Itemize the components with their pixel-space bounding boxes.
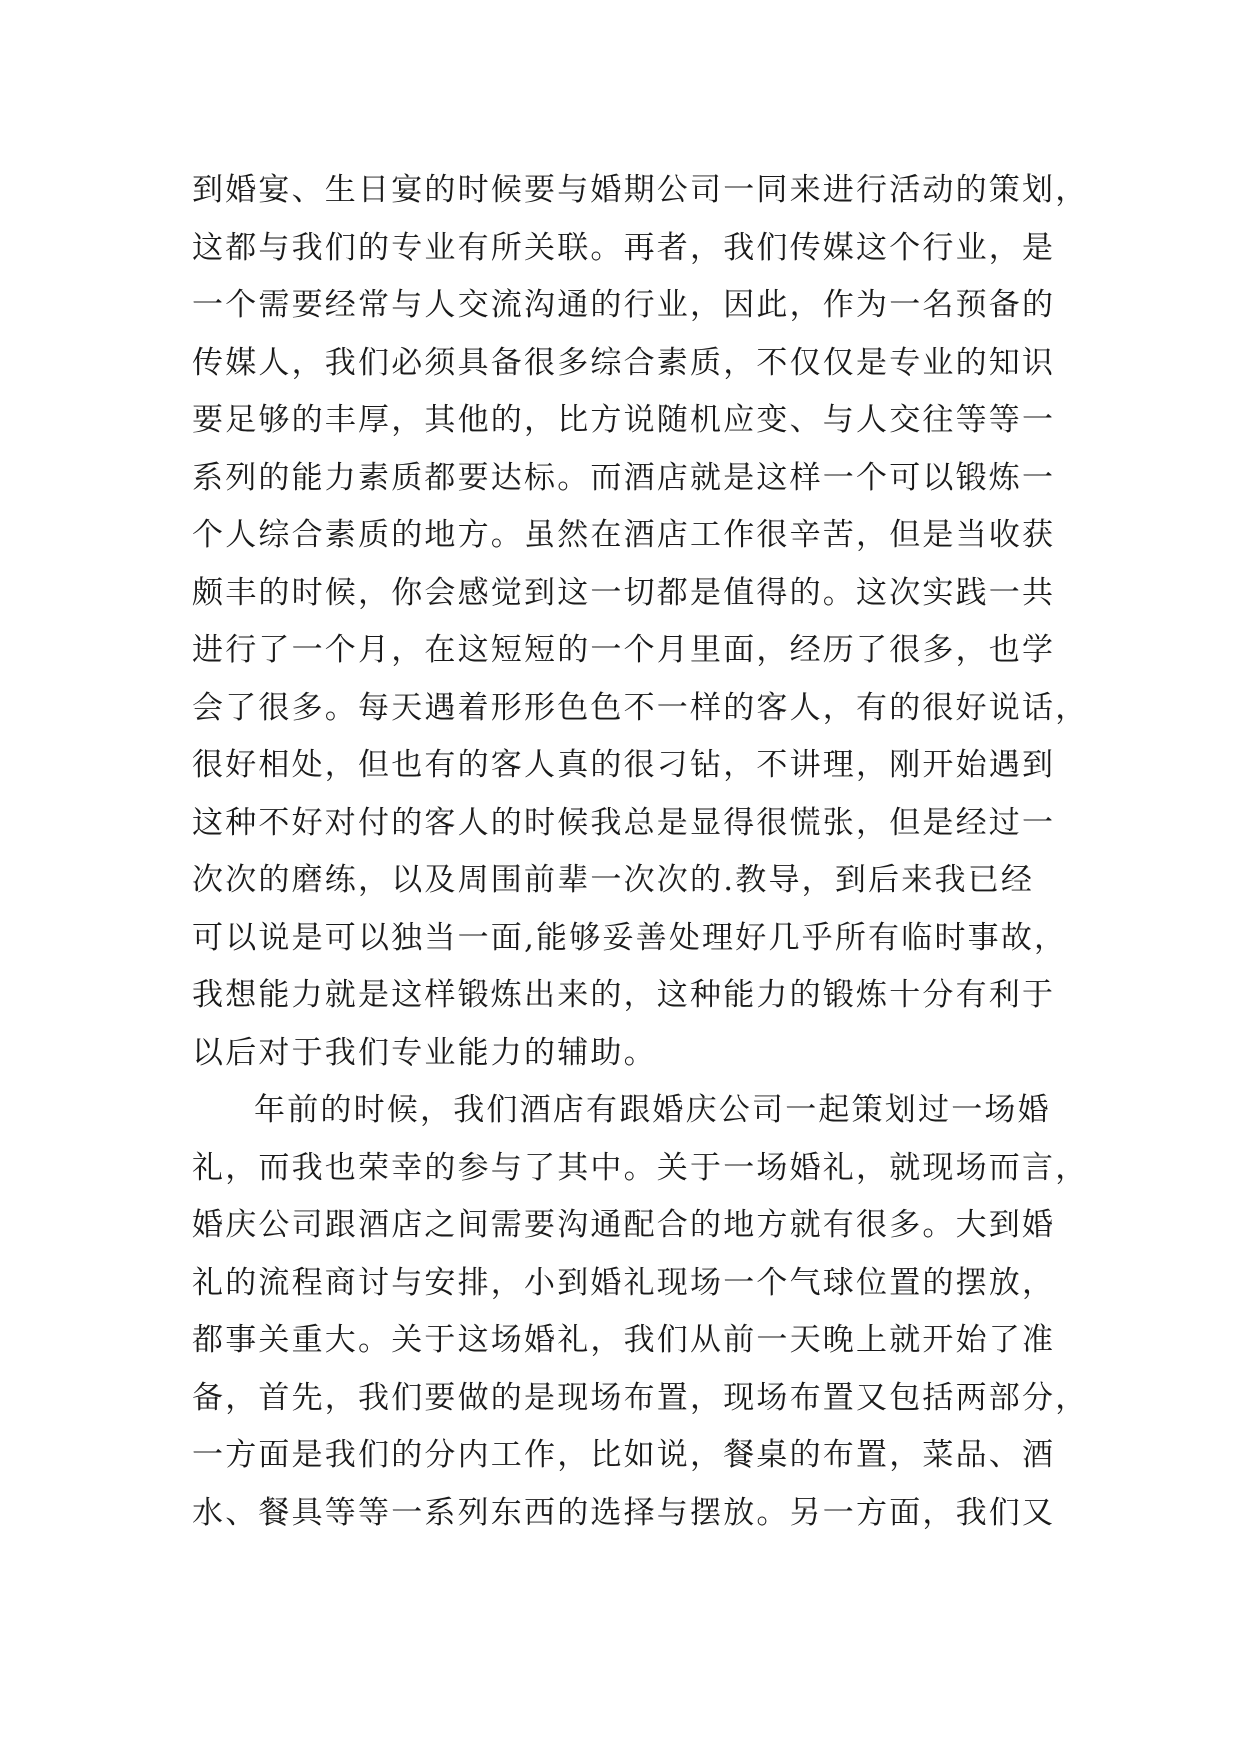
text-line: 这种不好对付的客人的时候我总是显得很慌张，但是经过一 — [192, 804, 1056, 841]
text-line: 会了很多。每天遇着形形色色不一样的客人，有的很好说话， — [192, 689, 1089, 726]
body-text — [192, 162, 1092, 1542]
text-line: 礼，而我也荣幸的参与了其中。关于一场婚礼，就现场而言， — [192, 1149, 1089, 1186]
text-line: 很好相处，但也有的客人真的很刁钻，不讲理，刚开始遇到 — [192, 747, 1056, 783]
text-line: 传媒人，我们必须具备很多综合素质，不仅仅是专业的知识 — [192, 344, 1056, 381]
text-line: 我想能力就是这样锻炼出来的，这种能力的锻炼十分有利于 — [192, 977, 1056, 1013]
text-line: 备，首先，我们要做的是现场布置，现场布置又包括两部分， — [192, 1379, 1089, 1416]
paragraph-start-line: 年前的时候，我们酒店有跟婚庆公司一起策划过一场婚 — [254, 1092, 1051, 1128]
text-line: 要足够的丰厚，其他的，比方说随机应变、与人交往等等一 — [192, 402, 1056, 438]
text-line: 可以说是可以独当一面,能够妥善处理好几乎所有临时事故， — [192, 919, 1068, 956]
text-line: 进行了一个月，在这短短的一个月里面，经历了很多，也学 — [192, 632, 1056, 668]
text-line: 颇丰的时候，你会感觉到这一切都是值得的。这次实践一共 — [192, 574, 1056, 611]
text-line: 以后对于我们专业能力的辅助。 — [192, 1034, 657, 1071]
text-line: 水、餐具等等一系列东西的选择与摆放。另一方面，我们又 — [192, 1494, 1056, 1531]
text-line: 这都与我们的专业有所关联。再者，我们传媒这个行业，是 — [192, 229, 1056, 266]
text-line: 系列的能力素质都要达标。而酒店就是这样一个可以锻炼一 — [192, 459, 1056, 496]
text-line: 一方面是我们的分内工作，比如说，餐桌的布置，菜品、酒 — [192, 1437, 1056, 1473]
text-line: 都事关重大。关于这场婚礼，我们从前一天晚上就开始了准 — [192, 1322, 1056, 1358]
text-line: 到婚宴、生日宴的时候要与婚期公司一同来进行活动的策划， — [192, 172, 1089, 208]
text-line: 礼的流程商讨与安排，小到婚礼现场一个气球位置的摆放， — [192, 1264, 1056, 1301]
text-line: 次次的磨练，以及周围前辈一次次的.教导，到后来我已经 — [192, 862, 1035, 898]
text-line: 一个需要经常与人交流沟通的行业，因此，作为一名预备的 — [192, 287, 1056, 323]
text-line: 婚庆公司跟酒店之间需要沟通配合的地方就有很多。大到婚 — [192, 1207, 1056, 1243]
text-line: 个人综合素质的地方。虽然在酒店工作很辛苦，但是当收获 — [192, 517, 1056, 553]
